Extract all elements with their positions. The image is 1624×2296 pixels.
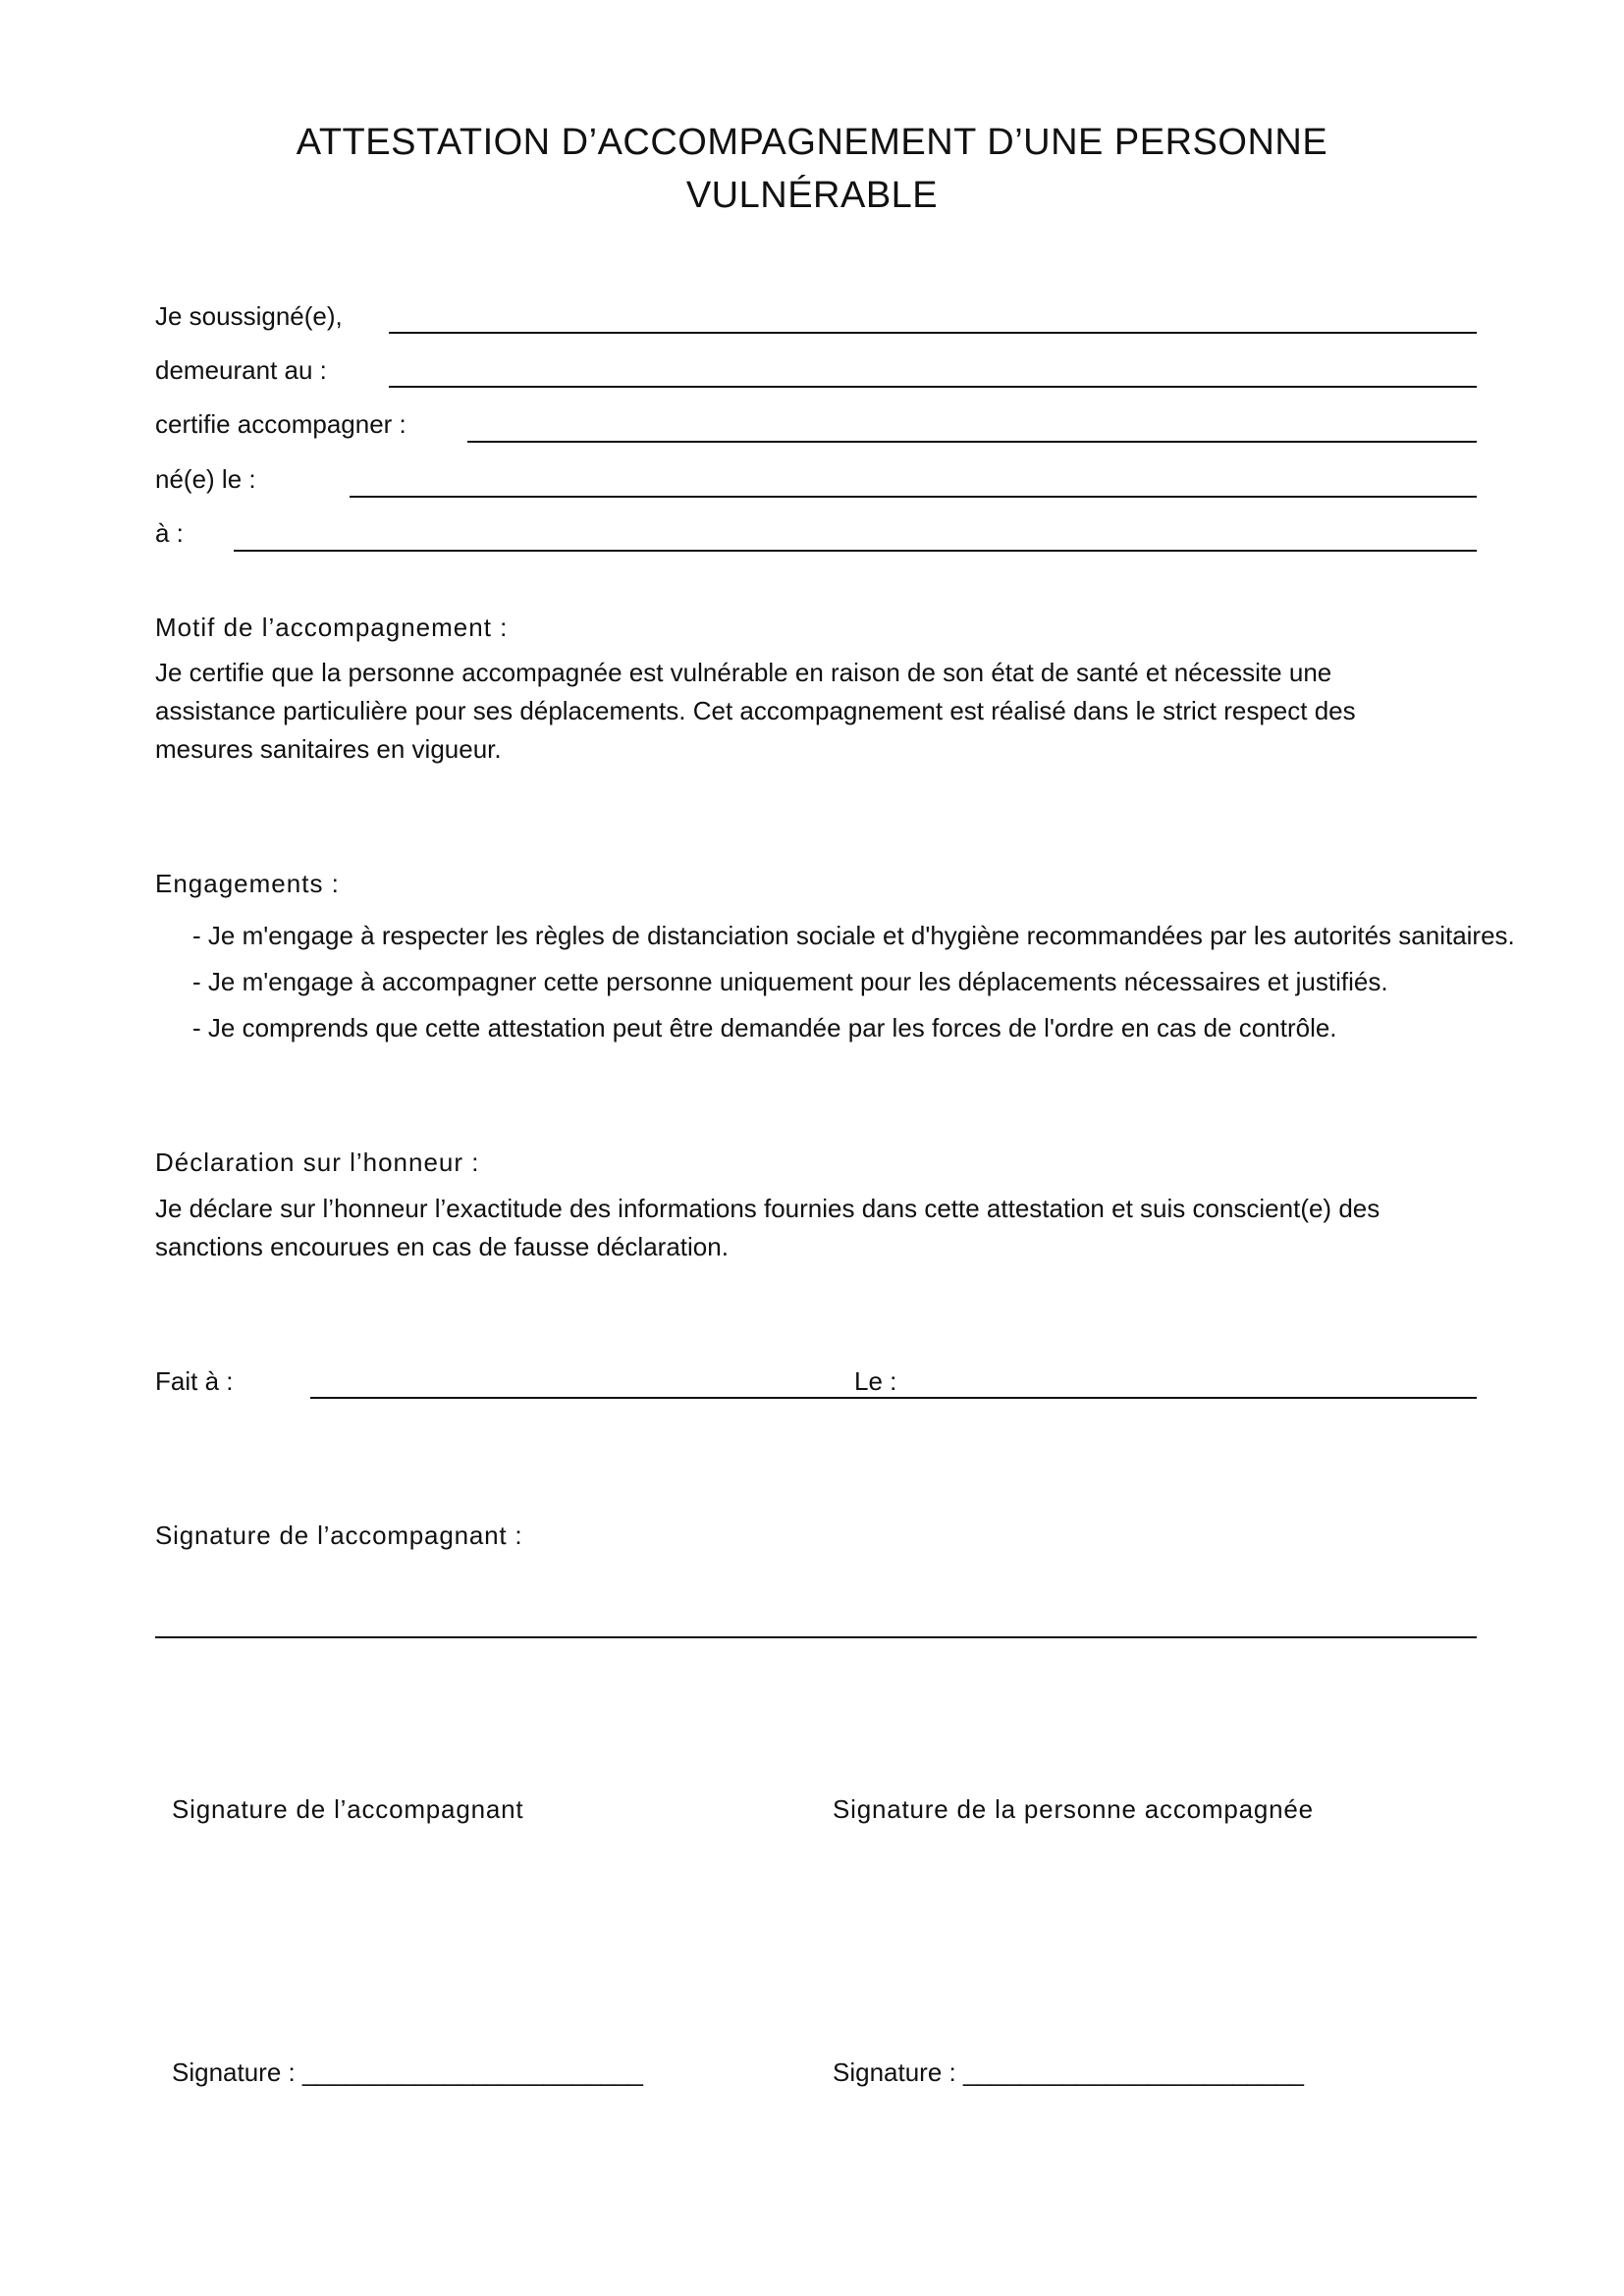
motif-line-3: mesures sanitaires en vigueur.	[155, 734, 502, 764]
signature-left-title: Signature de l’accompagnant	[172, 1794, 524, 1824]
title-line-1: ATTESTATION D’ACCOMPAGNEMENT D’UNE PERSONNE	[296, 122, 1328, 163]
le-label: Le :	[854, 1366, 900, 1396]
signature-left-field[interactable]: Signature : ________________________	[172, 2057, 644, 2087]
soussigne-label: Je soussigné(e),	[155, 301, 343, 331]
demeurant-label: demeurant au :	[155, 355, 327, 385]
lieu-naissance-label: à :	[155, 518, 184, 548]
motif-paragraph	[155, 654, 1490, 769]
motif-line-2: assistance particulière pour ses déplacements. Cet accompagnement est réalisé dans le strict respect des	[155, 696, 1356, 725]
motif-heading: Motif de l’accompagnement :	[155, 613, 509, 642]
signature-accompagnant-line[interactable]	[155, 1636, 1477, 1638]
declaration-line-1: Je déclare sur l’honneur l’exactitude des informations fournies dans cette attestation et suis conscient(e) des	[155, 1194, 1380, 1223]
engagements-list	[192, 913, 1515, 1051]
fait-a-label: Fait à :	[155, 1366, 234, 1396]
accompagner-input-line[interactable]	[467, 441, 1477, 443]
declaration-line-2: sanctions encourues en cas de fausse déclaration.	[155, 1232, 729, 1261]
demeurant-input-line[interactable]	[389, 386, 1477, 388]
ne-le-label: né(e) le :	[155, 464, 256, 494]
signature-accompagnant-heading: Signature de l’accompagnant :	[155, 1521, 523, 1550]
lieu-naissance-input-line[interactable]	[234, 550, 1477, 552]
document-title	[0, 116, 1624, 222]
motif-line-1: Je certifie que la personne accompagnée est vulnérable en raison de son état de santé et nécessite une	[155, 658, 1332, 687]
signature-right-field[interactable]: Signature : ________________________	[833, 2057, 1305, 2087]
ne-le-input-line[interactable]	[350, 496, 1477, 498]
soussigne-input-line[interactable]	[389, 332, 1477, 334]
declaration-heading: Déclaration sur l’honneur :	[155, 1148, 480, 1177]
signature-right-title: Signature de la personne accompagnée	[833, 1794, 1314, 1824]
fait-a-input-line[interactable]	[310, 1397, 1477, 1399]
accompagner-label: certifie accompagner :	[155, 409, 406, 439]
engagement-item-1: - Je m'engage à respecter les règles de distanciation sociale et d'hygiène recommandées par les autorités sanitaires.	[192, 921, 1515, 950]
engagement-item-3: - Je comprends que cette attestation peut être demandée par les forces de l'ordre en cas de contrôle.	[192, 1013, 1337, 1042]
engagements-heading: Engagements :	[155, 869, 340, 898]
engagement-item-2: - Je m'engage à accompagner cette personne uniquement pour les déplacements nécessaires et justifiés.	[192, 967, 1388, 996]
title-line-2: VULNÉRABLE	[685, 175, 939, 216]
declaration-paragraph	[155, 1190, 1490, 1266]
